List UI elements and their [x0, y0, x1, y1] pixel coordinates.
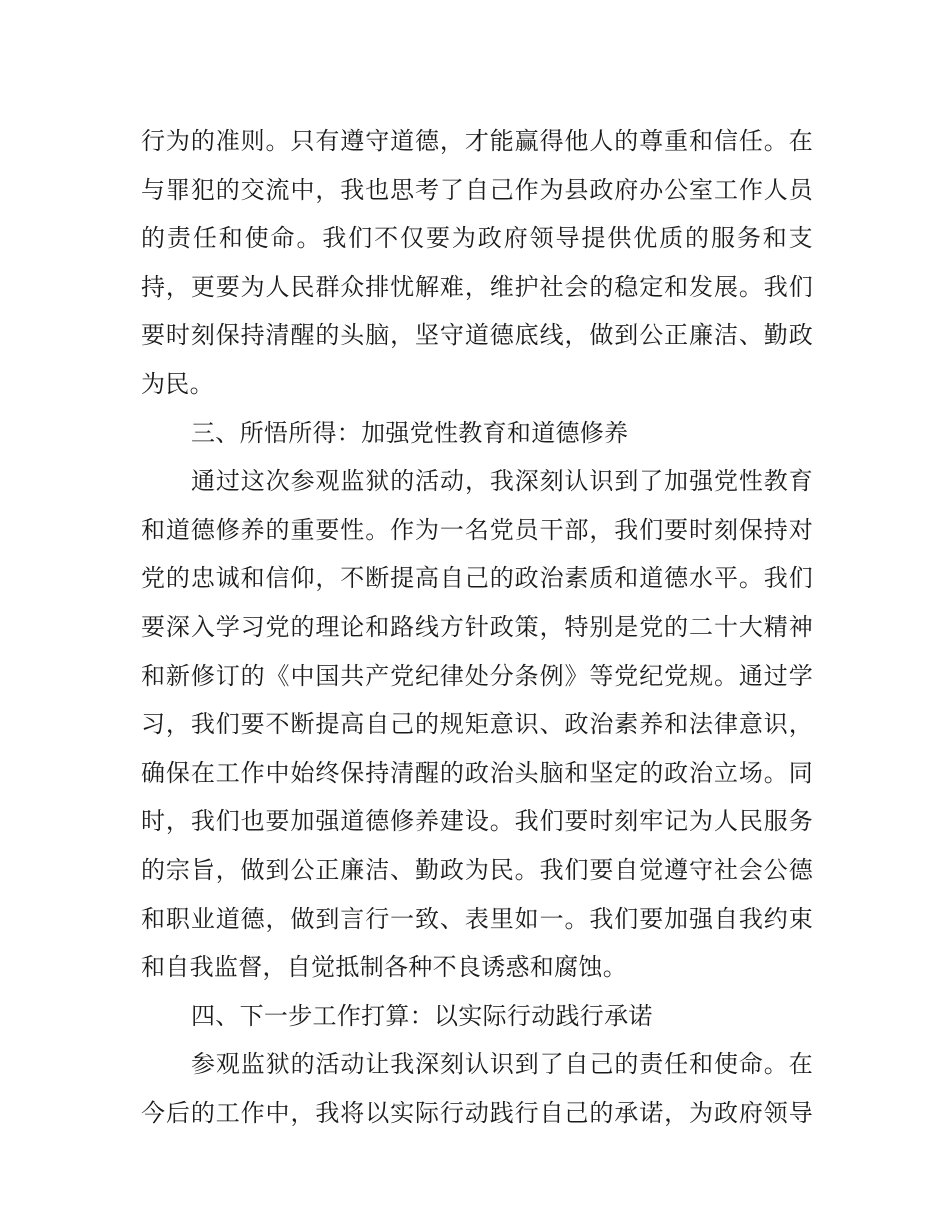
body-text-line: 参观监狱的活动让我深刻认识到了自己的责任和使命。在 [191, 1050, 813, 1079]
body-text-line: 时，我们也要加强道德修养建设。我们要时刻牢记为人民服务 [141, 807, 813, 836]
section-heading: 四、下一步工作打算：以实际行动践行承诺 [191, 1001, 653, 1030]
body-text-line: 和自我监督，自觉抵制各种不良诱惑和腐蚀。 [141, 953, 627, 982]
body-text-line: 和职业道德，做到言行一致、表里如一。我们要加强自我约束 [141, 904, 813, 933]
body-text-line: 通过这次参观监狱的活动，我深刻认识到了加强党性教育 [191, 467, 813, 496]
body-text-line: 行为的准则。只有遵守道德，才能赢得他人的尊重和信任。在 [141, 127, 813, 155]
document-body [141, 117, 813, 1137]
body-text-line: 要时刻保持清醒的头脑，坚守道德底线，做到公正廉洁、勤政 [141, 321, 813, 350]
body-text-line: 今后的工作中，我将以实际行动践行自己的承诺，为政府领导 [141, 1098, 813, 1127]
body-text-line: 与罪犯的交流中，我也思考了自己作为县政府办公室工作人员 [141, 175, 813, 204]
body-text-line: 为民。 [141, 369, 214, 398]
body-text-line: 和新修订的《中国共产党纪律处分条例》等党纪党规。通过学 [141, 661, 813, 690]
body-text-line: 的宗旨，做到公正廉洁、勤政为民。我们要自觉遵守社会公德 [141, 855, 813, 884]
body-text-line: 和道德修养的重要性。作为一名党员干部，我们要时刻保持对 [141, 515, 813, 544]
body-text-line: 的责任和使命。我们不仅要为政府领导提供优质的服务和支 [141, 224, 813, 253]
body-text-line: 要深入学习党的理论和路线方针政策，特别是党的二十大精神 [141, 612, 813, 641]
body-text-line: 习，我们要不断提高自己的规矩意识、政治素养和法律意识， [141, 710, 813, 739]
section-heading: 三、所悟所得：加强党性教育和道德修养 [191, 418, 629, 447]
body-text-line: 党的忠诚和信仰，不断提高自己的政治素质和道德水平。我们 [141, 564, 813, 593]
body-text-line: 确保在工作中始终保持清醒的政治头脑和坚定的政治立场。同 [141, 758, 813, 787]
body-text-line: 持，更要为人民群众排忧解难，维护社会的稳定和发展。我们 [141, 272, 813, 301]
